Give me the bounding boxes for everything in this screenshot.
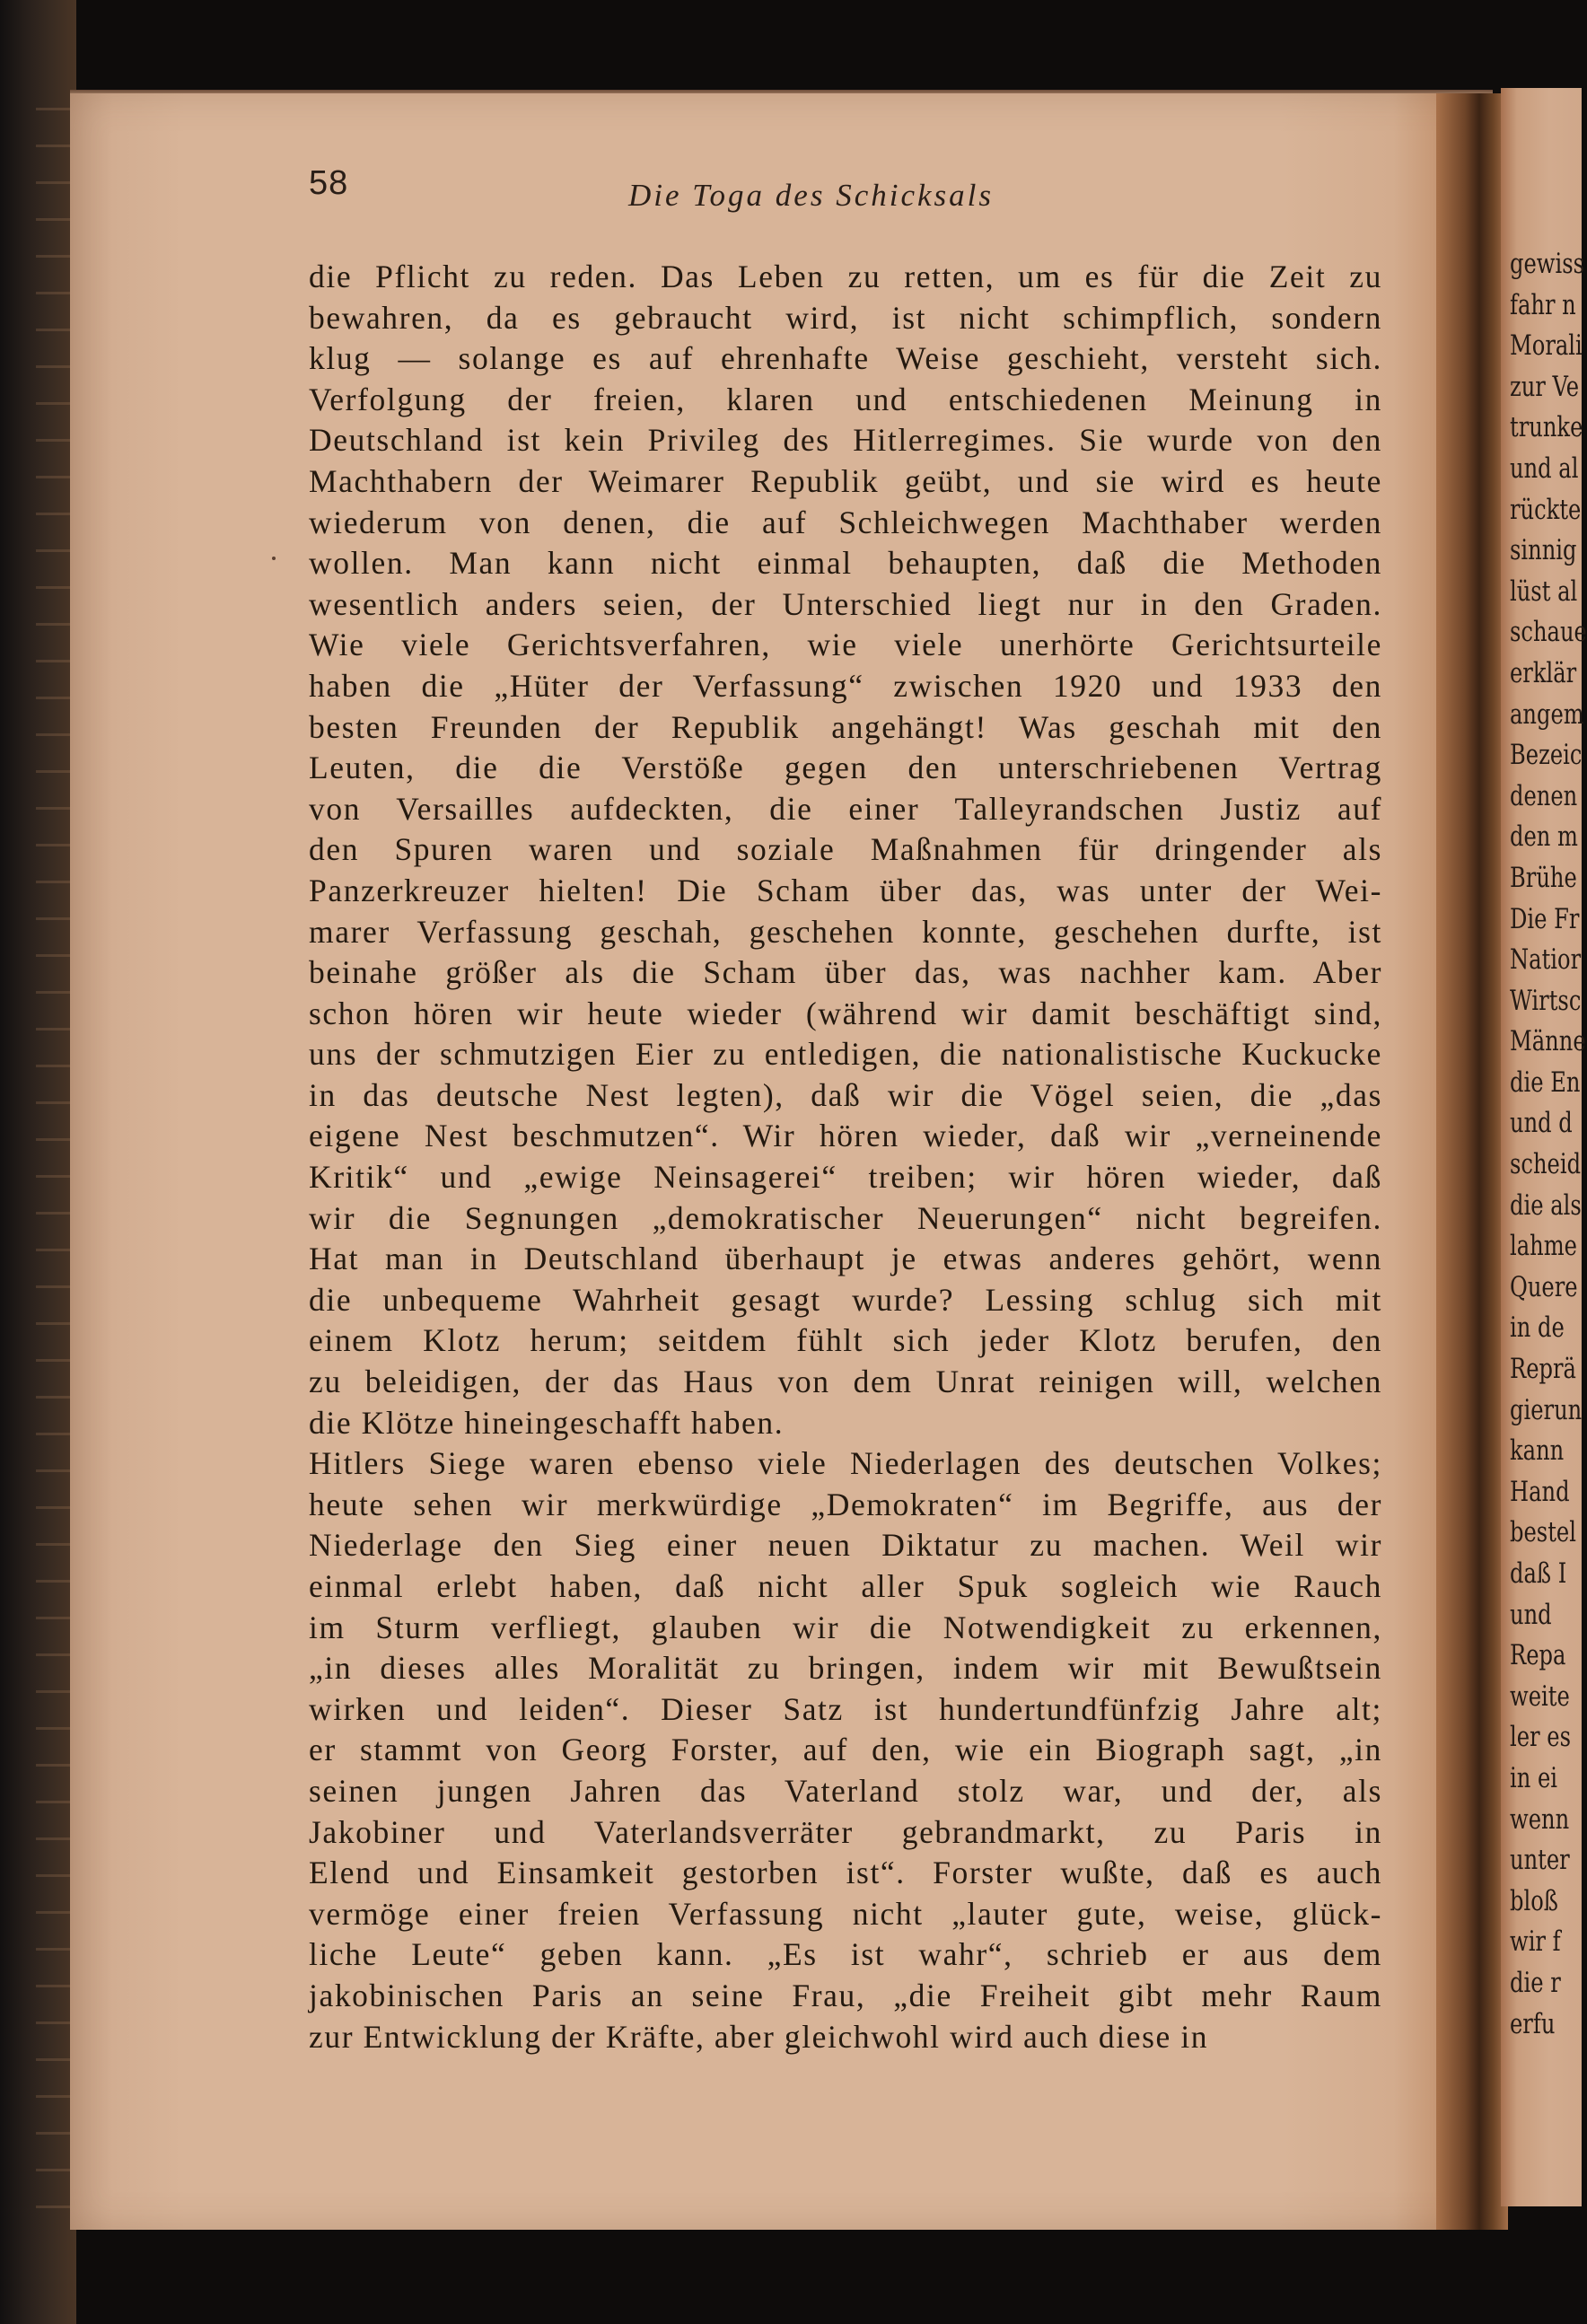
- text-line: Kritik“ und „ewige Neinsagerei“ treiben; wir hören wieder, daß: [309, 1159, 1382, 1196]
- text-line: haben die „Hüter der Verfassung“ zwischen 1920 und 1933 den: [309, 667, 1382, 704]
- facing-text-line: lüst al: [1510, 574, 1578, 608]
- facing-text-line: rückte: [1510, 493, 1582, 526]
- facing-text-line: und: [1510, 1598, 1552, 1631]
- facing-text-line: Repa: [1510, 1639, 1566, 1672]
- facing-text-line: Die Fr: [1510, 902, 1580, 935]
- facing-text-line: die r: [1510, 1966, 1561, 1999]
- text-line: wollen. Man kann nicht einmal behaupten, daß die Methoden: [309, 545, 1382, 582]
- text-line: den Spuren waren und soziale Maßnahmen für dringender als: [309, 831, 1382, 868]
- text-line: einmal erlebt haben, daß nicht aller Spuk sogleich wie Rauch: [309, 1568, 1382, 1604]
- text-line: einem Klotz herum; seitdem fühlt sich jeder Klotz berufen, den: [309, 1322, 1382, 1359]
- facing-text-line: erklär: [1510, 656, 1577, 689]
- text-line: „in dieses alles Moralität zu bringen, indem wir mit Bewußtsein: [309, 1650, 1382, 1687]
- text-line: besten Freunden der Republik angehängt! Was geschah mit den: [309, 708, 1382, 745]
- facing-text-line: denen: [1510, 779, 1578, 812]
- facing-text-line: und d: [1510, 1107, 1573, 1140]
- text-line: eigene Nest beschmutzen“. Wir hören wieder, daß wir „verneinende: [309, 1118, 1382, 1154]
- facing-text-line: zur Ve: [1510, 370, 1580, 403]
- text-line: heute sehen wir merkwürdige „Demokraten“ im Begriffe, aus der: [309, 1486, 1382, 1522]
- text-line: wir die Segnungen „demokratischer Neuerungen“ nicht begreifen.: [309, 1199, 1382, 1236]
- book-gutter: [1436, 93, 1508, 2230]
- facing-text-line: ler es: [1510, 1721, 1572, 1754]
- text-line: schon hören wir heute wieder (während wir damit beschäftigt sind,: [309, 995, 1382, 1031]
- facing-text-line: erfu: [1510, 2007, 1556, 2040]
- text-line: Verfolgung der freien, klaren und entschiedenen Meinung in: [309, 381, 1382, 417]
- text-line: wirken und leiden“. Dieser Satz ist hundertundfünfzig Jahre alt;: [309, 1690, 1382, 1727]
- facing-text-line: Männe: [1510, 1025, 1586, 1058]
- page-number: 58: [309, 164, 349, 202]
- text-line: marer Verfassung geschah, geschehen konnte, geschehen durfte, ist: [309, 913, 1382, 950]
- text-line: Hitlers Siege waren ebenso viele Niederlagen des deutschen Volkes;: [309, 1445, 1382, 1482]
- facing-text-line: fahr n: [1510, 288, 1576, 321]
- facing-text-line: Wirtsc: [1510, 984, 1582, 1017]
- text-line: beinahe größer als die Scham über das, was nachher kam. Aber: [309, 954, 1382, 991]
- text-line: liche Leute“ geben kann. „Es ist wahr“, schrieb er aus dem: [309, 1936, 1382, 1973]
- facing-text-line: kann: [1510, 1434, 1565, 1468]
- facing-text-line: daß I: [1510, 1557, 1567, 1590]
- facing-text-line: bestel: [1510, 1516, 1576, 1549]
- facing-text-line: Natior: [1510, 943, 1582, 977]
- facing-text-line: angem: [1510, 697, 1584, 731]
- text-line: in das deutsche Nest legten), daß wir die Vögel seien, die „das: [309, 1076, 1382, 1113]
- facing-text-line: sinnig: [1510, 534, 1577, 567]
- running-title: Die Toga des Schicksals: [628, 178, 994, 213]
- text-line: Niederlage den Sieg einer neuen Diktatur zu machen. Weil wir: [309, 1527, 1382, 1564]
- text-line: wiederum von denen, die auf Schleichwegen Machthaber werden: [309, 504, 1382, 540]
- facing-text-line: Brühe: [1510, 861, 1577, 894]
- facing-text-line: lahme: [1510, 1230, 1577, 1263]
- facing-page-text: [1510, 244, 1587, 2045]
- text-line: im Sturm verfliegt, glauben wir die Notwendigkeit zu erkennen,: [309, 1609, 1382, 1645]
- facing-text-line: unter: [1510, 1844, 1570, 1877]
- text-line: vermöge einer freien Verfassung nicht „lauter gute, weise, glück-: [309, 1895, 1382, 1932]
- text-line: von Versailles aufdeckten, die einer Talleyrandschen Justiz auf: [309, 790, 1382, 827]
- text-line: jakobinischen Paris an seine Frau, „die Freiheit gibt mehr Raum: [309, 1977, 1382, 2013]
- text-line: die unbequeme Wahrheit gesagt wurde? Lessing schlug sich mit: [309, 1281, 1382, 1318]
- facing-text-line: schaue: [1510, 616, 1587, 649]
- text-line: die Pflicht zu reden. Das Leben zu retten, um es für die Zeit zu: [309, 259, 1382, 294]
- facing-text-line: Morali: [1510, 329, 1583, 363]
- text-line: wesentlich anders seien, der Unterschied liegt nur in den Graden.: [309, 585, 1382, 622]
- facing-text-line: bloß: [1510, 1884, 1558, 1917]
- facing-text-line: gewiss: [1510, 248, 1585, 280]
- text-line: Machthabern der Weimarer Republik geübt, und sie wird es heute: [309, 462, 1382, 499]
- facing-text-line: wenn: [1510, 1802, 1570, 1836]
- text-line: Panzerkreuzer hielten! Die Scham über das, was unter der Wei-: [309, 872, 1382, 908]
- facing-text-line: Hand: [1510, 1475, 1570, 1508]
- facing-text-line: wir f: [1510, 1925, 1561, 1959]
- text-line: Elend und Einsamkeit gestorben ist“. Forster wußte, daß es auch: [309, 1855, 1382, 1891]
- text-line: bewahren, da es gebraucht wird, ist nicht schimpflich, sondern: [309, 299, 1382, 336]
- text-line: Deutschland ist kein Privileg des Hitlerregimes. Sie wurde von den: [309, 422, 1382, 459]
- text-line: Wie viele Gerichtsverfahren, wie viele unerhörte Gerichtsurteile: [309, 627, 1382, 663]
- facing-text-line: Bezeic: [1510, 739, 1583, 772]
- text-line: er stammt von Georg Forster, auf den, wie ein Biograph sagt, „in: [309, 1732, 1382, 1768]
- facing-text-line: den m: [1510, 820, 1578, 854]
- text-line: uns der schmutzigen Eier zu entledigen, die nationalistische Kuckucke: [309, 1036, 1382, 1073]
- text-line: Jakobiner und Vaterlandsverräter gebrandmarkt, zu Paris in: [309, 1813, 1382, 1850]
- facing-text-line: und al: [1510, 452, 1579, 485]
- facing-text-line: weite: [1510, 1679, 1570, 1713]
- facing-text-line: Reprä: [1510, 1353, 1576, 1386]
- facing-text-line: die als: [1510, 1188, 1582, 1222]
- facing-text-line: die En: [1510, 1066, 1581, 1099]
- text-line: Hat man in Deutschland überhaupt je etwas anderes gehört, wenn: [309, 1241, 1382, 1277]
- margin-dot: [272, 557, 276, 560]
- facing-text-line: in ei: [1510, 1761, 1558, 1794]
- text-line: zur Entwicklung der Kräfte, aber gleichwohl wird auch diese in: [309, 2018, 1209, 2055]
- text-line: zu beleidigen, der das Haus von dem Unrat reinigen will, welchen: [309, 1364, 1382, 1400]
- facing-text-line: in de: [1510, 1311, 1565, 1345]
- facing-text-line: scheid: [1510, 1148, 1582, 1181]
- text-line: die Klötze hineingeschafft haben.: [309, 1404, 785, 1441]
- text-line: Leuten, die die Verstöße gegen den unterschriebenen Vertrag: [309, 750, 1382, 786]
- facing-text-line: gierun: [1510, 1393, 1583, 1426]
- text-line: seinen jungen Jahren das Vaterland stolz war, und der, als: [309, 1772, 1382, 1809]
- facing-text-line: trunke: [1510, 411, 1583, 444]
- text-line: klug — solange es auf ehrenhafte Weise geschieht, versteht sich.: [309, 340, 1382, 377]
- facing-text-line: Quere: [1510, 1270, 1578, 1303]
- body-text: [309, 257, 1382, 2057]
